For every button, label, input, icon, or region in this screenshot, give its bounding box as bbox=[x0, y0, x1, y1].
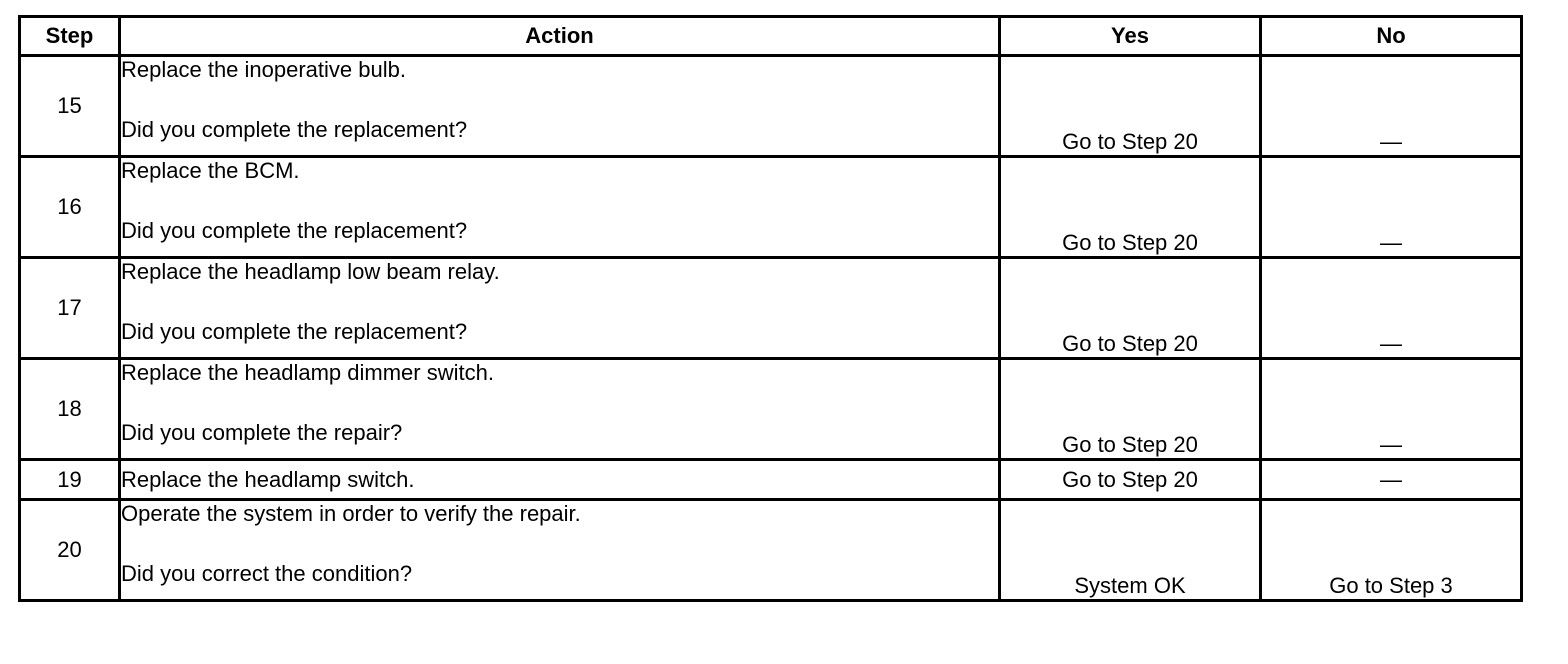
no-result: — bbox=[1261, 56, 1522, 157]
action-question: Did you complete the replacement? bbox=[121, 218, 468, 243]
yes-result: Go to Step 20 bbox=[1000, 258, 1261, 359]
yes-result: Go to Step 20 bbox=[1000, 359, 1261, 460]
no-result: Go to Step 3 bbox=[1261, 500, 1522, 601]
header-no: No bbox=[1261, 17, 1522, 56]
table-row bbox=[20, 359, 1522, 460]
table-row bbox=[20, 157, 1522, 258]
action-text: Operate the system in order to verify the repair. bbox=[121, 501, 581, 526]
header-row bbox=[20, 17, 1522, 56]
header-yes: Yes bbox=[1000, 17, 1261, 56]
no-result: — bbox=[1261, 359, 1522, 460]
action-cell bbox=[120, 157, 1000, 258]
table-row bbox=[20, 500, 1522, 601]
action-question: Did you complete the replacement? bbox=[121, 117, 468, 142]
table-row bbox=[20, 460, 1522, 500]
no-result: — bbox=[1261, 157, 1522, 258]
yes-result: System OK bbox=[1000, 500, 1261, 601]
step-number: 19 bbox=[20, 460, 120, 500]
header-action: Action bbox=[120, 17, 1000, 56]
step-number: 16 bbox=[20, 157, 120, 258]
action-cell bbox=[120, 460, 1000, 500]
diagnostic-table bbox=[18, 15, 1523, 602]
step-number: 17 bbox=[20, 258, 120, 359]
action-cell bbox=[120, 56, 1000, 157]
action-text: Replace the headlamp switch. bbox=[121, 466, 415, 492]
header-step: Step bbox=[20, 17, 120, 56]
step-number: 18 bbox=[20, 359, 120, 460]
action-text: Replace the inoperative bulb. bbox=[121, 57, 406, 82]
action-question: Did you complete the repair? bbox=[121, 420, 403, 445]
action-question: Did you complete the replacement? bbox=[121, 319, 468, 344]
no-result: — bbox=[1261, 258, 1522, 359]
table-row bbox=[20, 258, 1522, 359]
yes-result: Go to Step 20 bbox=[1000, 157, 1261, 258]
action-question: Did you correct the condition? bbox=[121, 561, 413, 586]
action-text: Replace the BCM. bbox=[121, 158, 300, 183]
step-number: 20 bbox=[20, 500, 120, 601]
action-cell bbox=[120, 500, 1000, 601]
yes-result: Go to Step 20 bbox=[1000, 56, 1261, 157]
yes-result: Go to Step 20 bbox=[1000, 460, 1261, 500]
action-cell bbox=[120, 359, 1000, 460]
table-row bbox=[20, 56, 1522, 157]
action-text: Replace the headlamp low beam relay. bbox=[121, 259, 500, 284]
step-number: 15 bbox=[20, 56, 120, 157]
no-result: — bbox=[1261, 460, 1522, 500]
action-text: Replace the headlamp dimmer switch. bbox=[121, 360, 494, 385]
action-cell bbox=[120, 258, 1000, 359]
